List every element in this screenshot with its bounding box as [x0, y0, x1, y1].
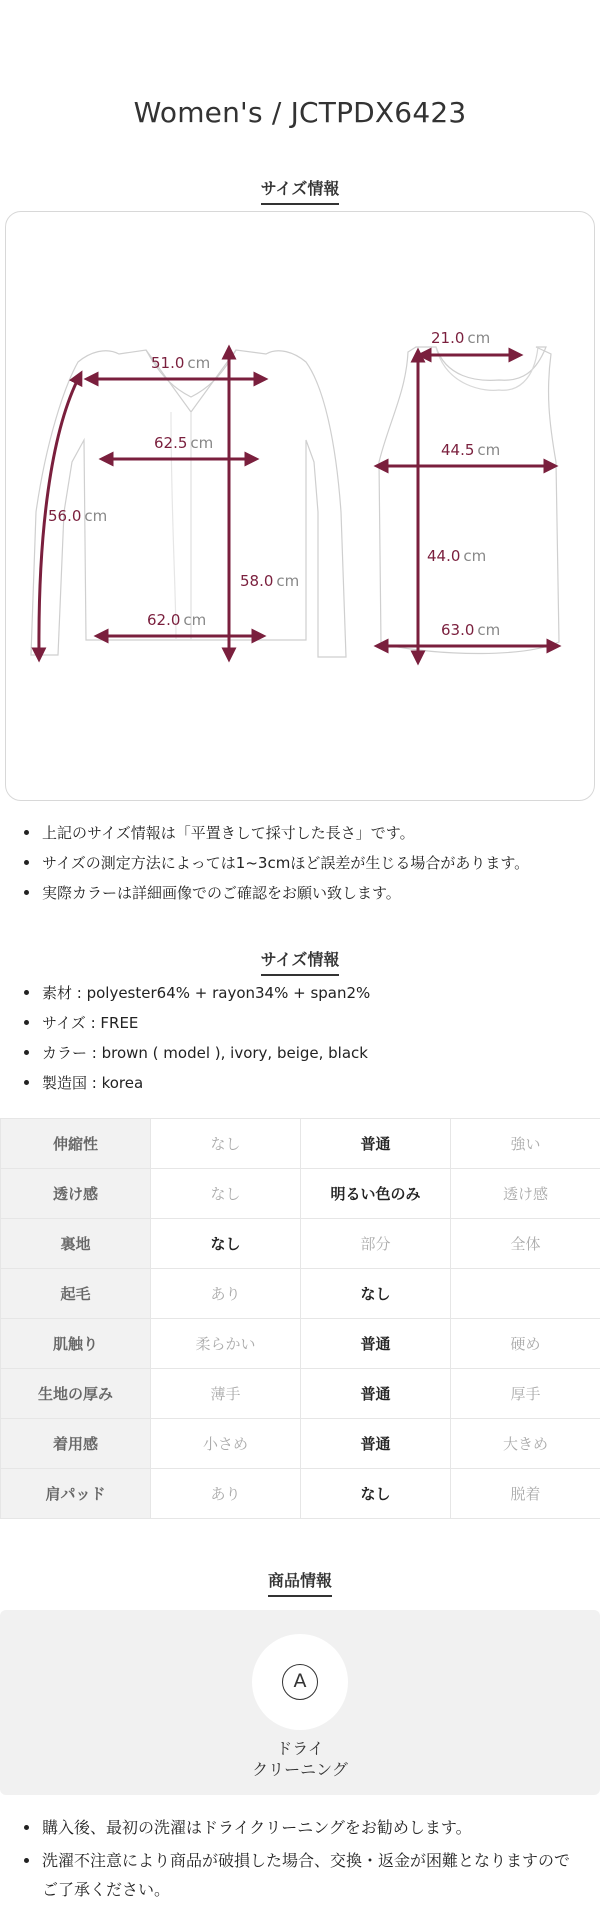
- spec-heading: サイズ情報: [0, 947, 600, 976]
- care-symbol-badge: [252, 1634, 348, 1730]
- option-cell: 強い: [451, 1119, 600, 1169]
- list-item: 素材 : polyester64% + rayon34% + span2%: [0, 978, 600, 1008]
- cardigan-shoulder-label: 51.0 cm: [151, 354, 211, 372]
- list-item: サイズの測定方法によっては1~3cmほど誤差が生じる場合があります。: [0, 848, 600, 878]
- option-cell: 部分: [301, 1219, 451, 1269]
- size-info-heading: サイズ情報: [0, 176, 600, 205]
- selected-option-cell: なし: [151, 1219, 301, 1269]
- row-label: 肌触り: [1, 1319, 151, 1369]
- table-row: [1, 1419, 600, 1469]
- size-notes-list: [0, 818, 600, 908]
- table-row: [1, 1319, 600, 1369]
- table-row: [1, 1219, 600, 1269]
- row-label: 肩パッド: [1, 1469, 151, 1519]
- option-cell: 柔らかい: [151, 1319, 301, 1369]
- list-item: サイズ : FREE: [0, 1008, 600, 1038]
- option-cell: 全体: [451, 1219, 600, 1269]
- option-cell: あり: [151, 1469, 301, 1519]
- option-cell: 脱着: [451, 1469, 600, 1519]
- option-cell: [451, 1269, 600, 1319]
- cardigan-chest-label: 62.5 cm: [154, 434, 214, 452]
- row-label: 起毛: [1, 1269, 151, 1319]
- product-title: Women's / JCTPDX6423: [133, 96, 467, 129]
- vest-hem-label: 63.0 cm: [441, 621, 501, 639]
- size-diagram-svg: [6, 212, 596, 802]
- option-cell: 厚手: [451, 1369, 600, 1419]
- vest-shoulder-label: 21.0 cm: [431, 329, 491, 347]
- dry-clean-icon: A: [282, 1664, 318, 1700]
- option-cell: 薄手: [151, 1369, 301, 1419]
- list-item: 上記のサイズ情報は「平置きして採寸した長さ」です。: [0, 818, 600, 848]
- list-item: カラー : brown ( model ), ivory, beige, black: [0, 1038, 600, 1068]
- care-notes-list: [0, 1813, 600, 1904]
- option-cell: 大きめ: [451, 1419, 600, 1469]
- table-row: [1, 1119, 600, 1169]
- option-cell: 小さめ: [151, 1419, 301, 1469]
- option-cell: あり: [151, 1269, 301, 1319]
- vest-outline: [379, 347, 559, 654]
- spec-list: [0, 978, 600, 1098]
- row-label: 着用感: [1, 1419, 151, 1469]
- vest-chest-label: 44.5 cm: [441, 441, 501, 459]
- selected-option-cell: なし: [301, 1469, 451, 1519]
- table-row: [1, 1369, 600, 1419]
- selected-option-cell: 普通: [301, 1119, 451, 1169]
- row-label: 透け感: [1, 1169, 151, 1219]
- table-row: [1, 1269, 600, 1319]
- care-label: ドライ クリーニング: [252, 1739, 348, 1779]
- row-label: 裏地: [1, 1219, 151, 1269]
- cardigan-measurements: [39, 352, 261, 655]
- row-label: 生地の厚み: [1, 1369, 151, 1419]
- cardigan-hem-label: 62.0 cm: [147, 611, 207, 629]
- option-cell: 硬め: [451, 1319, 600, 1369]
- list-item: 製造国 : korea: [0, 1068, 600, 1098]
- selected-option-cell: 普通: [301, 1319, 451, 1369]
- list-item: 洗濯不注意により商品が破損した場合、交換・返金が困難となりますのでご了承ください。: [0, 1846, 600, 1904]
- care-panel: [0, 1610, 600, 1795]
- selected-option-cell: なし: [301, 1269, 451, 1319]
- row-label: 伸縮性: [1, 1119, 151, 1169]
- selected-option-cell: 明るい色のみ: [301, 1169, 451, 1219]
- product-info-heading: 商品情報: [0, 1568, 600, 1597]
- list-item: 購入後、最初の洗濯はドライクリーニングをお勧めします。: [0, 1813, 600, 1842]
- option-cell: なし: [151, 1119, 301, 1169]
- option-cell: なし: [151, 1169, 301, 1219]
- list-item: 実際カラーは詳細画像でのご確認をお願い致します。: [0, 878, 600, 908]
- cardigan-length-label: 58.0 cm: [240, 572, 300, 590]
- cardigan-sleeve-label: 56.0 cm: [48, 507, 108, 525]
- option-cell: 透け感: [451, 1169, 600, 1219]
- table-row: [1, 1469, 600, 1519]
- vest-measurements: [381, 355, 554, 658]
- fabric-properties-table: [0, 1118, 600, 1519]
- size-diagram: [5, 211, 595, 801]
- selected-option-cell: 普通: [301, 1419, 451, 1469]
- vest-length-label: 44.0 cm: [427, 547, 487, 565]
- selected-option-cell: 普通: [301, 1369, 451, 1419]
- table-row: [1, 1169, 600, 1219]
